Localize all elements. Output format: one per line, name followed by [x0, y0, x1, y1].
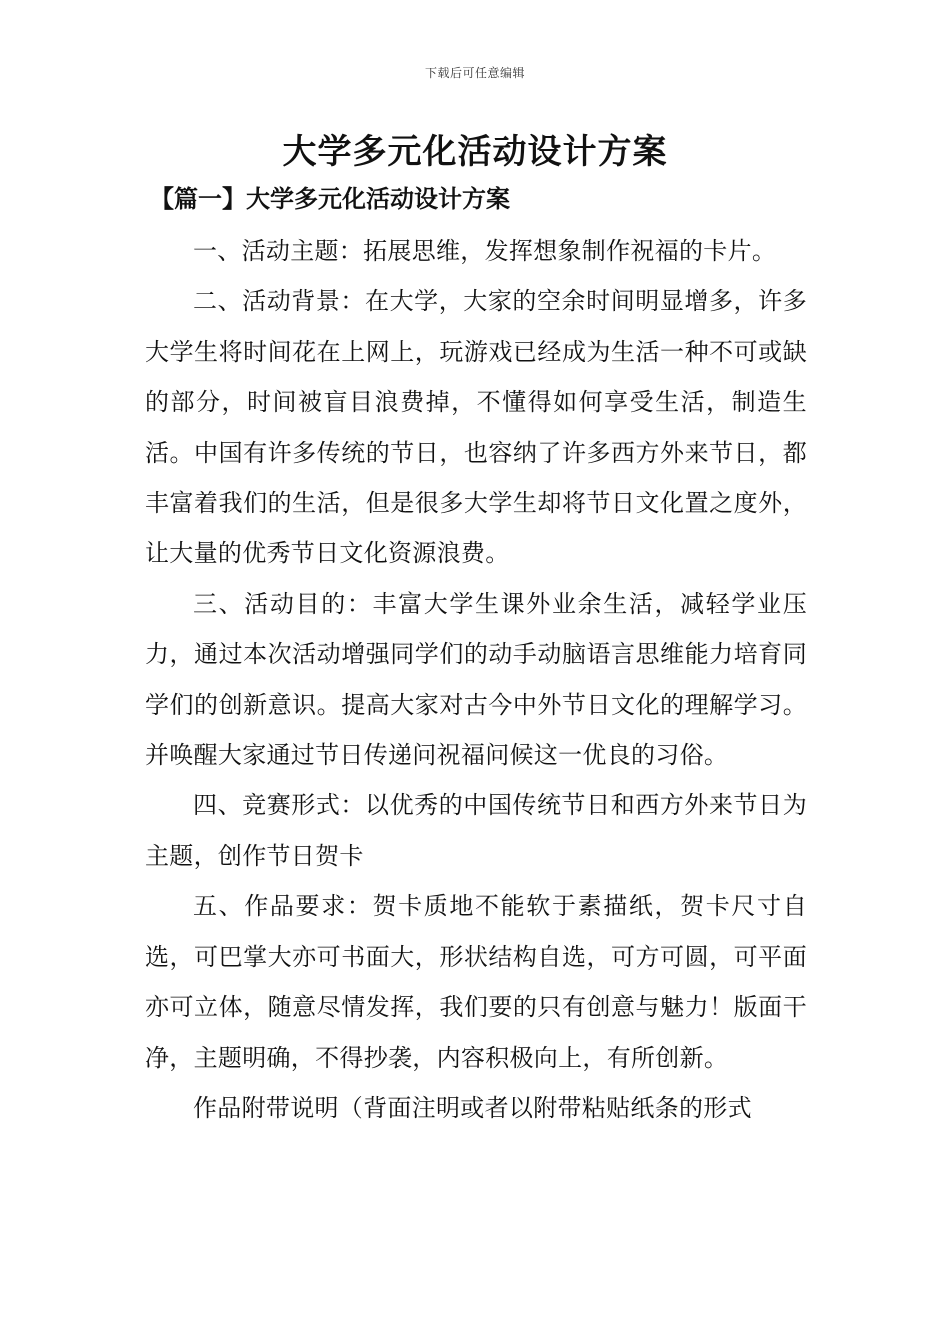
paragraph-format: 四、竞赛形式：以优秀的中国传统节日和西方外来节日为主题，创作节日贺卡 [145, 791, 807, 870]
paragraph-purpose: 三、活动目的：丰富大学生课外业余生活，减轻学业压力，通过本次活动增强同学们的动手动脑语言思维能力培育同学们的创新意识。提高大家对古今中外节日文化的理解学习。并唤醒大家通过节日传递问祝福问候这一优良的习俗。 [145, 589, 807, 770]
section-heading: 【篇一】大学多元化活动设计方案 [150, 184, 510, 213]
paragraph-requirements: 五、作品要求：贺卡质地不能软于素描纸，贺卡尺寸自选，可巴掌大亦可书面大，形状结构自选，可方可圆，可平面亦可立体，随意尽情发挥，我们要的只有创意与魅力！版面干净，主题明确，不得抄袭，内容积极向上，有所创新。 [145, 892, 807, 1072]
document-body [145, 226, 807, 1133]
document-title: 大学多元化活动设计方案 [282, 132, 668, 172]
paragraph-background: 二、活动背景：在大学，大家的空余时间明显增多，许多大学生将时间花在上网上，玩游戏已经成为生活一种不可或缺的部分，时间被盲目浪费掉，不懂得如何享受生活，制造生活。中国有许多传统的节日，也容纳了许多西方外来节日，都丰富着我们的生活，但是很多大学生却将节日文化置之度外，让大量的优秀节日文化资源浪费。 [145, 287, 807, 568]
paragraph-attachment-note: 作品附带说明（背面注明或者以附带粘贴纸条的形式 [193, 1093, 752, 1122]
paragraph-theme: 一、活动主题：拓展思维，发挥想象制作祝福的卡片。 [193, 237, 777, 265]
header-note: 下载后可任意编辑 [424, 66, 525, 80]
